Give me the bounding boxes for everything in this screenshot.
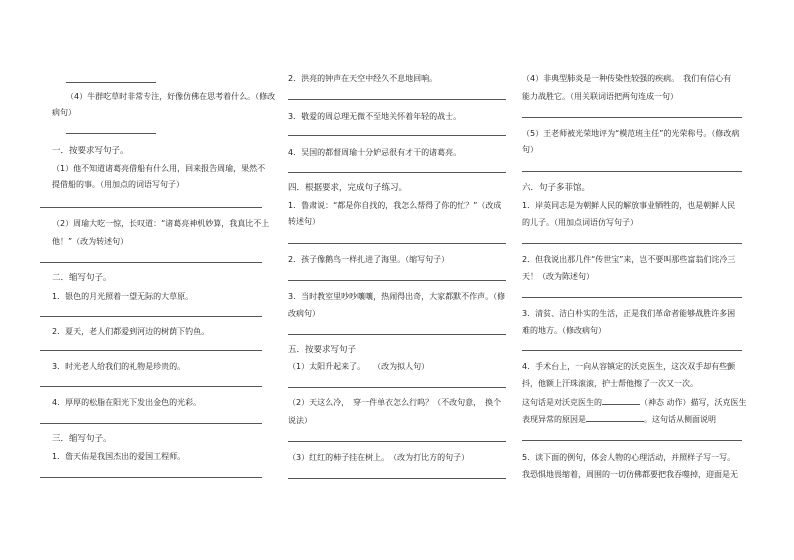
question-text: 2．夏天，老人们都爱到河边的树荫下钓鱼。 — [52, 327, 210, 336]
question-text: 2．孩子像鹅鸟一样扎进了海里。（缩写句子） — [288, 255, 450, 264]
question-text: 3．时光老人给我们的礼物是珍贵的。 — [52, 362, 186, 371]
question-text: （2）周瑜大吃一惊，长叹道：“诸葛亮神机妙算，我真比不上 — [52, 219, 270, 228]
section-title: 六．句子多菲馆。 — [522, 183, 591, 193]
question-text: 转述句） — [288, 217, 320, 226]
section-title: 三．缩写句子。 — [52, 434, 112, 444]
question-text-part: 表现异常的原因是 — [522, 415, 586, 424]
answer-line[interactable] — [288, 387, 506, 388]
question-text: 句） — [522, 145, 538, 154]
question-text-part: 这句话是对沃克医生的 — [522, 398, 602, 407]
fill-blank[interactable] — [602, 395, 640, 405]
answer-line[interactable] — [40, 350, 262, 351]
question-text: 的儿子。（用加点词语仿写句子） — [522, 218, 638, 227]
answer-line[interactable] — [288, 334, 506, 335]
fill-blank[interactable] — [586, 412, 644, 422]
answer-line[interactable] — [66, 133, 156, 134]
answer-line[interactable] — [40, 477, 262, 478]
answer-line[interactable] — [40, 423, 262, 424]
question-text: 2．但我说出那几件“传世宝”来，岂不要叫那些富翁们诧冷三 — [522, 255, 736, 264]
answer-line[interactable] — [288, 280, 506, 281]
answer-line[interactable] — [522, 350, 742, 351]
question-text: 3．当时教室里吵吵嚷嚷，热闹得出奇，大家都默不作声。（修 — [288, 292, 506, 301]
question-text: 天！（改为陈述句） — [522, 272, 594, 281]
question-text: 抖，他额上汗珠滚滚，护士帮他擦了一次又一次。 — [522, 379, 698, 388]
answer-line[interactable] — [522, 440, 742, 441]
question-text: （1）他不知道诸葛亮借船有什么用，回来报告周瑜，果然不 — [52, 164, 266, 173]
section-title: 五．按要求写句子 — [288, 345, 357, 355]
question-text: 3．清贫、洁白朴实的生活，正是我们革命者能够战胜许多困 — [522, 309, 736, 318]
section-title: 一．按要求写句子。 — [52, 146, 129, 156]
question-text: 我恐惧地畏缩着，周围的一切仿佛都要把我吞噬掉，迎面是无 — [522, 470, 738, 479]
answer-line[interactable] — [522, 297, 742, 298]
question-text — [522, 412, 716, 426]
answer-line[interactable] — [66, 82, 156, 83]
question-text: 改病句） — [288, 309, 320, 318]
answer-line[interactable] — [288, 441, 506, 442]
answer-line[interactable] — [288, 172, 506, 173]
question-text: 2．洪亮的钟声在天空中经久不息地回响。 — [288, 74, 438, 83]
answer-line[interactable] — [40, 316, 262, 317]
question-text: 4．厚厚的松脂在阳光下发出金色的光彩。 — [52, 398, 202, 407]
answer-line[interactable] — [288, 478, 506, 479]
question-text — [522, 395, 747, 409]
question-text: 4．吴国的都督周瑜十分妒忌很有才干的诸葛亮。 — [288, 148, 462, 157]
question-text-part: 。这句话从侧面说明 — [644, 415, 716, 424]
answer-line[interactable] — [288, 243, 506, 244]
question-text: （4）牛群吃草时非常专注，好像仿佛在思考着什么。（修改 — [66, 92, 276, 101]
answer-line[interactable] — [40, 386, 262, 387]
question-text: 3．敬爱的周总理无微不至地关怀着年轻的战士。 — [288, 112, 462, 121]
question-text: 1．鲁肃说：“都是你自找的，我怎么帮得了你的忙？”（改成 — [288, 201, 502, 210]
question-text: （5）王老师被光荣地评为“模范班主任”的光荣称号。（修改病 — [522, 129, 740, 138]
answer-line[interactable] — [522, 171, 742, 172]
answer-line[interactable] — [40, 262, 262, 263]
question-text: 他！”（改为转述句） — [52, 237, 129, 246]
question-text: 说法） — [288, 416, 312, 425]
question-text: 1．银色的月光照着一望无际的大草原。 — [52, 292, 194, 301]
question-text: 难的地方。（修改病句） — [522, 326, 606, 335]
question-text: 1．岸英同志是为朝鲜人民的解放事业牺牲的，也是朝鲜人民 — [522, 201, 736, 210]
answer-line[interactable] — [288, 135, 506, 136]
question-text: 病句） — [52, 108, 76, 117]
answer-line[interactable] — [288, 99, 506, 100]
question-text: （2）天这么冷， 穿一件单衣怎么行呜？（不改句意， 换个 — [288, 398, 502, 407]
question-text: 1．詹天佑是我国杰出的爱国工程师。 — [52, 452, 186, 461]
answer-line[interactable] — [522, 117, 742, 118]
section-title: 二．缩写句子。 — [52, 273, 112, 283]
question-text: 4．手术台上，一向从容镇定的沃克医生，这次双手却有些颤 — [522, 362, 736, 371]
question-text: （1）太阳升起来了。 （改为拟人句） — [288, 362, 430, 371]
answer-line[interactable] — [522, 243, 742, 244]
question-text: 5．读下面的例句，体会人物的心理活动，并照样子写一写。 — [522, 453, 736, 462]
question-text: 能力战胜它。（用关联词语把两句连成一句） — [522, 92, 678, 101]
question-text: （3）红红的柿子挂在树上。 （改为打比方的句子） — [288, 453, 470, 462]
section-title: 四．根据要求，完成句子练习。 — [288, 183, 408, 193]
question-text: 提借船的事。（用加点的词语写句子） — [52, 180, 184, 189]
question-text: （4）非典型肺炎是一种传染性较强的疾病。 我们有信心有 — [522, 74, 732, 83]
question-text-part: （神态 动作）描写，沃克医生 — [640, 398, 747, 407]
answer-line[interactable] — [40, 207, 262, 208]
